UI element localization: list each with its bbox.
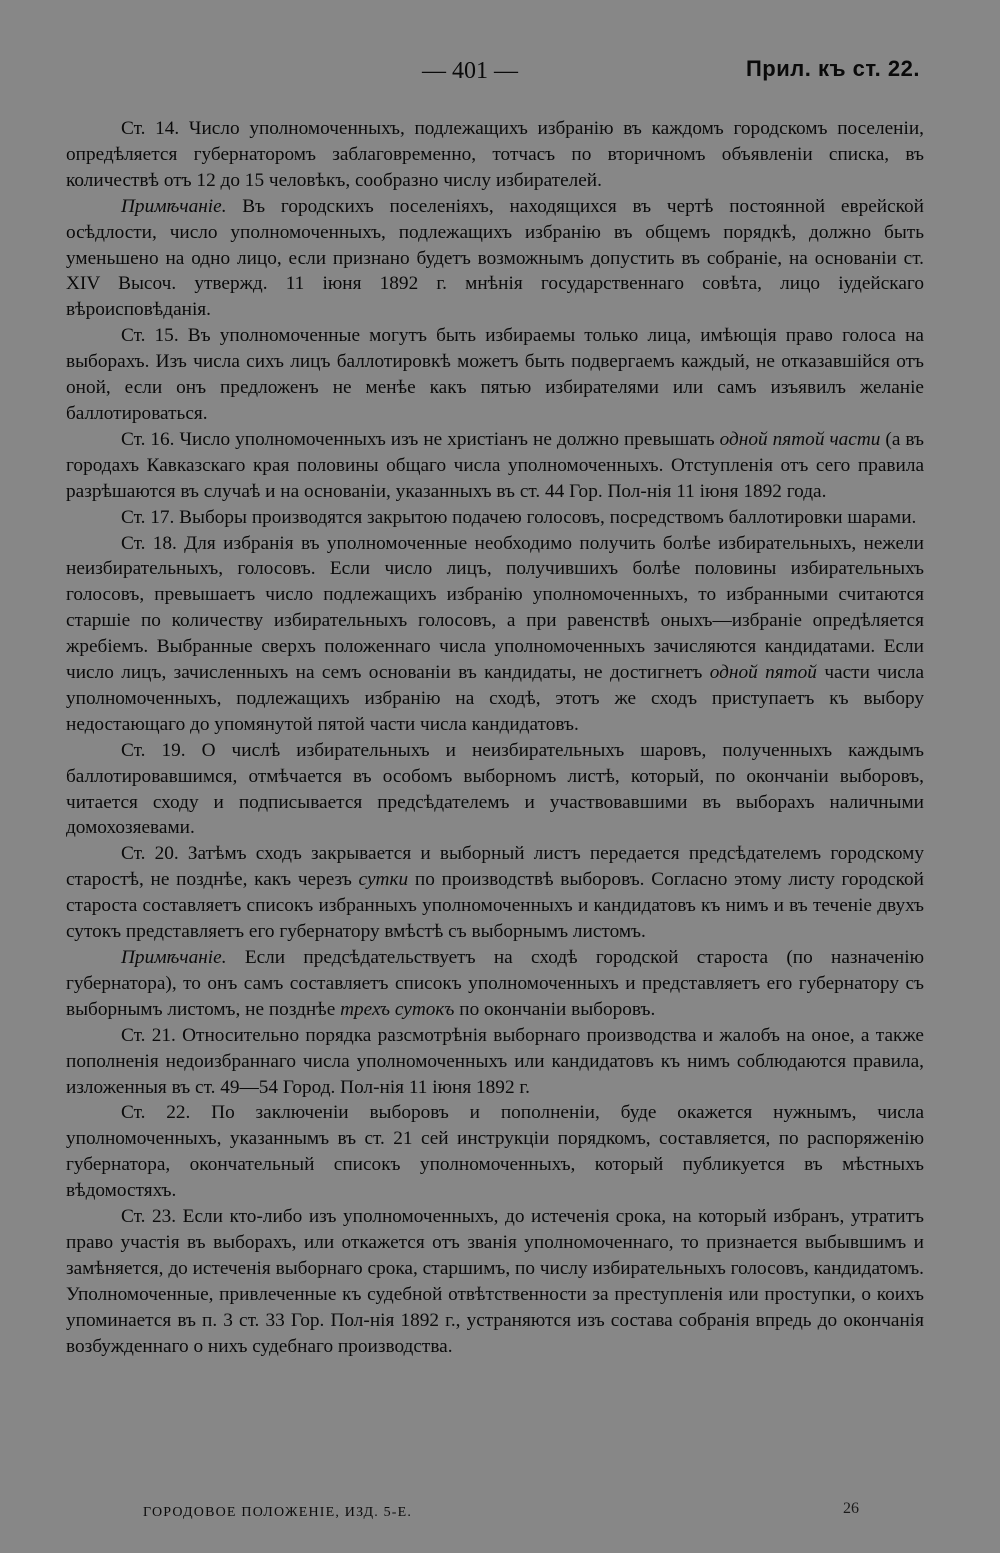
article-20-note: Примѣчаніе. Если предсѣдательствуетъ на сходѣ городской староста (по назначенію губернатора), то онъ самъ составляетъ списокъ уполномоченныхъ и представляетъ его губернатору съ выборнымъ листомъ, не позднѣе трехъ сутокъ по окончаніи выборовъ. (66, 947, 924, 1020)
signature-mark: 26 (843, 1500, 859, 1517)
emphasis: одной пятой (709, 662, 817, 684)
article-16: Ст. 16. Число уполномоченныхъ изъ не христіанъ не должно превышать одной пятой части (а въ городахъ Кавказскаго края половины общаго числа уполномоченныхъ. Отступленія отъ сего правила разрѣшаются въ случаѣ и на основаніи, указанныхъ въ ст. 44 Гор. Пол-нія 11 іюня 1892 года. (66, 428, 924, 502)
article-14-note: Примѣчаніе. Въ городскихъ поселеніяхъ, находящихся въ чертѣ постоянной еврейской осѣдлости, число уполномоченныхъ, подлежащихъ избранію въ общемъ порядкѣ, должно быть уменьшено на одно лицо, если признано будетъ возможнымъ допустить въ собраніе, на основаніи ст. XIV Высоч. утвержд. 11 іюня 1892 г. мнѣнія государственнаго совѣта, лицо іудейскаго вѣроисповѣданія. (66, 195, 924, 321)
article-14: Ст. 14. Число уполномоченныхъ, подлежащихъ избранію въ каждомъ городскомъ поселеніи, опредѣляется губернаторомъ заблаговременно, тотчасъ по вторичномъ объявленіи списка, въ количествѣ отъ 12 до 15 человѣкъ, сообразно числу избирателей. (66, 118, 924, 191)
article-22: Ст. 22. По заключеніи выборовъ и пополненіи, буде окажется нужнымъ, числа уполномоченныхъ, указаннымъ въ ст. 21 сей инструкціи порядкомъ, составляется, по распоряженію губернатора, окончательный списокъ уполномоченныхъ, который публикуется въ мѣстныхъ вѣдомостяхъ. (66, 1102, 924, 1202)
article-15: Ст. 15. Въ уполномоченные могутъ быть избираемы только лица, имѣющія право голоса на выборахъ. Изъ числа сихъ лицъ баллотировкѣ можетъ быть подвергаемъ каждый, не отказавшійся отъ оной, если онъ предложенъ не менѣе какъ пятью избирателями или самъ изъявилъ желаніе баллотироваться. (66, 325, 924, 424)
article-17: Ст. 17. Выборы производятся закрытою подачею голосовъ, посредствомъ баллотировки шарами. (121, 506, 917, 528)
page-footer: ГОРОДОВОЕ ПОЛОЖЕНІЕ, ИЗД. 5-Е. (143, 1505, 413, 1520)
emphasis: сутки (358, 869, 409, 891)
emphasis: трехъ сутокъ (340, 998, 455, 1020)
article-19: Ст. 19. О числѣ избирательныхъ и неизбирательныхъ шаровъ, полученныхъ каждымъ баллотировавшимся, отмѣчается въ особомъ выборномъ листѣ, который, по окончаніи выборовъ, читается сходу и подписывается предсѣдателемъ и участвовавшими въ выборахъ наличными домохозяевами. (66, 739, 924, 839)
note-label: Примѣчаніе. (121, 195, 227, 217)
article-21: Ст. 21. Относительно порядка разсмотрѣнія выборнаго производства и жалобъ на оное, а также пополненія недоизбраннаго числа уполномоченныхъ или кандидатовъ къ нимъ соблюдаются правила, изложенныя въ ст. 49—54 Город. Пол-нія 11 іюня 1892 г. (66, 1024, 924, 1098)
article-23: Ст. 23. Если кто-либо изъ уполномоченныхъ, до истеченія срока, на который избранъ, утратитъ право участія въ выборахъ, или откажется отъ званія уполномоченнаго, то признается выбывшимъ и замѣняется, до истеченія выборнаго срока, старшимъ, по числу избирательныхъ голосовъ, кандидатомъ. Уполномоченные, привлеченные къ судебной отвѣтственности за преступленія или проступки, о коихъ упоминается въ п. 3 ст. 33 Гор. Пол-нія 1892 г., устраняются изъ состава собранія впредь до окончанія возбужденнаго о нихъ судебнаго производства. (66, 1206, 924, 1357)
emphasis: одной пятой части (719, 428, 881, 450)
page-header (0, 52, 1000, 92)
body-text (66, 116, 924, 1360)
article-20: Ст. 20. Затѣмъ сходъ закрывается и выборный листъ передается предсѣдателемъ городскому старостѣ, не позднѣе, какъ черезъ сутки по производствѣ выборовъ. Согласно этому листу городской староста составляетъ списокъ избранныхъ уполномоченныхъ и кандидатовъ къ нимъ и въ теченіе двухъ сутокъ представляетъ его губернатору вмѣстѣ съ выборнымъ листомъ. (66, 843, 924, 943)
page-number: — 401 — (422, 58, 518, 84)
note-label: Примѣчаніе. (121, 947, 227, 968)
running-head: Прил. къ ст. 22. (745, 56, 920, 81)
article-18: Ст. 18. Для избранія въ уполномоченные необходимо получить болѣе избирательныхъ, нежели неизбирательныхъ, голосовъ. Если число лицъ, получившихъ болѣе половины избирательныхъ голосовъ, превышаетъ число подлежащихъ избранію уполномоченныхъ, то избранными считаются старшіе по количеству избирательныхъ голосовъ, а при равенствѣ оныхъ—избраніе опредѣляется жребіемъ. Выбранные сверхъ положеннаго числа уполномоченныхъ зачисляются кандидатами. Если число лицъ, зачисленныхъ на семъ основаніи въ кандидаты, не достигнетъ одной пятой части числа уполномоченныхъ, подлежащихъ избранію на сходѣ, этотъ же сходъ приступаетъ къ выбору недостающаго до упомянутой пятой части числа кандидатовъ. (66, 532, 925, 735)
